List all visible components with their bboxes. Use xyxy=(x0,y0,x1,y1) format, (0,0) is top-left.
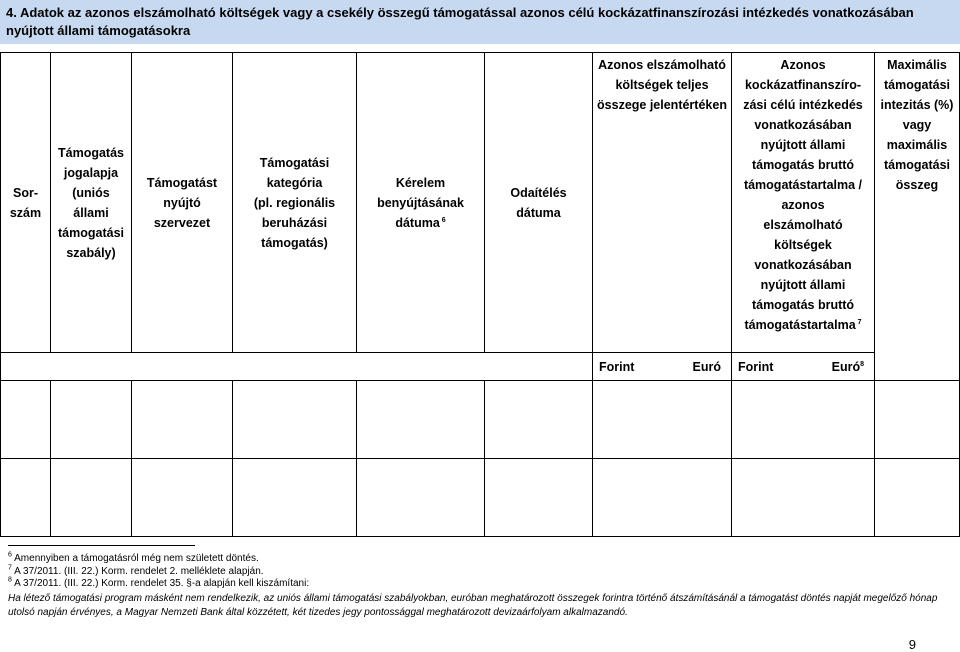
state-aid-table xyxy=(0,52,960,537)
header-line: vagy xyxy=(902,118,932,132)
header-line: összeg xyxy=(895,178,939,192)
header-line: benyújtásának xyxy=(377,195,464,210)
footnote-separator xyxy=(8,545,195,546)
header-sorszam xyxy=(1,53,51,353)
header-line: támogatástartalma / xyxy=(743,178,863,192)
data-cell xyxy=(485,459,593,537)
data-cell xyxy=(1,381,51,459)
header-line: Azonos xyxy=(780,58,826,72)
data-cell xyxy=(357,459,485,537)
header-line: költségek xyxy=(774,238,832,252)
data-cell xyxy=(875,459,960,537)
header-jogalap xyxy=(51,53,132,353)
header-line: jogalapja xyxy=(63,165,119,180)
header-line: támogatási xyxy=(884,158,950,172)
footnote-7: $^7$ A 37/2011. (III. 22.) Korm. rendelet 2. melléklete alapján. xyxy=(8,564,264,577)
footnote-6: $^6$ Amennyiben a támogatásról még nem született döntés. xyxy=(8,551,259,564)
header-line: támogatási xyxy=(58,225,124,240)
units-kockazat xyxy=(732,353,875,381)
header-line: dátuma xyxy=(516,205,561,220)
header-line: Azonos elszámolható xyxy=(598,58,726,72)
header-line: költségek teljes xyxy=(615,78,709,92)
data-cell xyxy=(357,381,485,459)
data-cell xyxy=(1,459,51,537)
header-line: szervezet xyxy=(153,215,211,230)
header-line: nyújtó xyxy=(163,195,201,210)
header-line: kategória xyxy=(266,175,323,190)
header-line: Támogatás xyxy=(58,145,124,160)
header-line: vonatkozásában xyxy=(754,118,852,132)
data-cell xyxy=(233,381,357,459)
header-line: elszámolható xyxy=(763,218,843,232)
header-line: Odaítélés xyxy=(510,185,567,200)
header-kategoria xyxy=(233,53,357,353)
header-line: azonos xyxy=(781,198,825,212)
header-line: nyújtott állami xyxy=(760,278,846,292)
header-line: támogatás) xyxy=(261,235,328,250)
footnotes xyxy=(8,553,953,620)
unit-euro-2: Euró$^8$ xyxy=(831,359,864,374)
header-line: (pl. regionális xyxy=(253,195,336,210)
header-kockazat xyxy=(732,53,875,353)
footnote-8-detail: Ha létező támogatási program másként nem rendelkezik, az uniós állami támogatási szabályokban, euróban meghatározott összegek forintra történő átszámításánál a támogatást döntés napját megelőző hónap utolsó napján érvényes, a Magyar Nemzeti Bank által közzétett, két tizedes jegy pontossággal meghatározott devizaárfolyam alkalmazandó. xyxy=(8,593,938,619)
page-number: 9 xyxy=(908,637,916,652)
header-line: Kérelem xyxy=(395,175,446,190)
header-line: kockázatfinanszíro- xyxy=(744,78,861,92)
unit-forint-2: Forint xyxy=(738,359,774,374)
header-line: támogatástartalma $^7$ xyxy=(744,318,862,332)
data-cell xyxy=(732,381,875,459)
header-line: szabály) xyxy=(66,245,116,260)
unit-forint-1: Forint xyxy=(599,359,635,374)
data-cell xyxy=(593,459,732,537)
data-cell xyxy=(51,381,132,459)
header-line: Támogatást xyxy=(146,175,218,190)
header-line: beruházási xyxy=(261,215,328,230)
footnote-8: $^8$ A 37/2011. (III. 22.) Korm. rendelet 35. §-a alapján kell kiszámítani: xyxy=(8,577,310,590)
section-title: 4. Adatok az azonos elszámolható költségek vagy a csekély összegű támogatással azonos célú kockázatfinanszírozási intézkedés vonatkozásában nyújtott állami támogatásokra xyxy=(0,0,960,44)
header-nyujto xyxy=(132,53,233,353)
header-line: zási célú intézkedés xyxy=(743,98,863,112)
data-cell xyxy=(593,381,732,459)
header-line: (uniós xyxy=(72,185,110,200)
header-koltsegek xyxy=(593,53,732,353)
header-line: állami xyxy=(73,205,109,220)
header-line: maximális xyxy=(886,138,948,152)
header-odaiteles xyxy=(485,53,593,353)
header-line: intezitás (%) xyxy=(880,98,954,112)
data-cell xyxy=(233,459,357,537)
data-cell xyxy=(51,459,132,537)
header-line: támogatás bruttó xyxy=(751,158,855,172)
header-maximalis xyxy=(875,53,960,381)
units-koltsegek xyxy=(593,353,732,381)
header-line: nyújtott állami xyxy=(760,138,846,152)
data-cell xyxy=(485,381,593,459)
data-cell xyxy=(732,459,875,537)
header-line: összege jelentértéken xyxy=(597,98,727,112)
data-cell xyxy=(132,459,233,537)
header-kerelem xyxy=(357,53,485,353)
data-cell xyxy=(132,381,233,459)
header-line: Sor- xyxy=(13,185,38,200)
header-line: szám xyxy=(9,205,42,220)
unit-euro-1: Euró xyxy=(692,359,721,374)
header-line: Támogatási xyxy=(259,155,330,170)
data-cell xyxy=(875,381,960,459)
header-line: dátuma $^6$ xyxy=(395,215,446,230)
header-line: vonatkozásában xyxy=(754,258,852,272)
header-line: Maximális xyxy=(887,58,947,72)
header-line: támogatás bruttó xyxy=(751,298,855,312)
header-line: támogatási xyxy=(884,78,950,92)
